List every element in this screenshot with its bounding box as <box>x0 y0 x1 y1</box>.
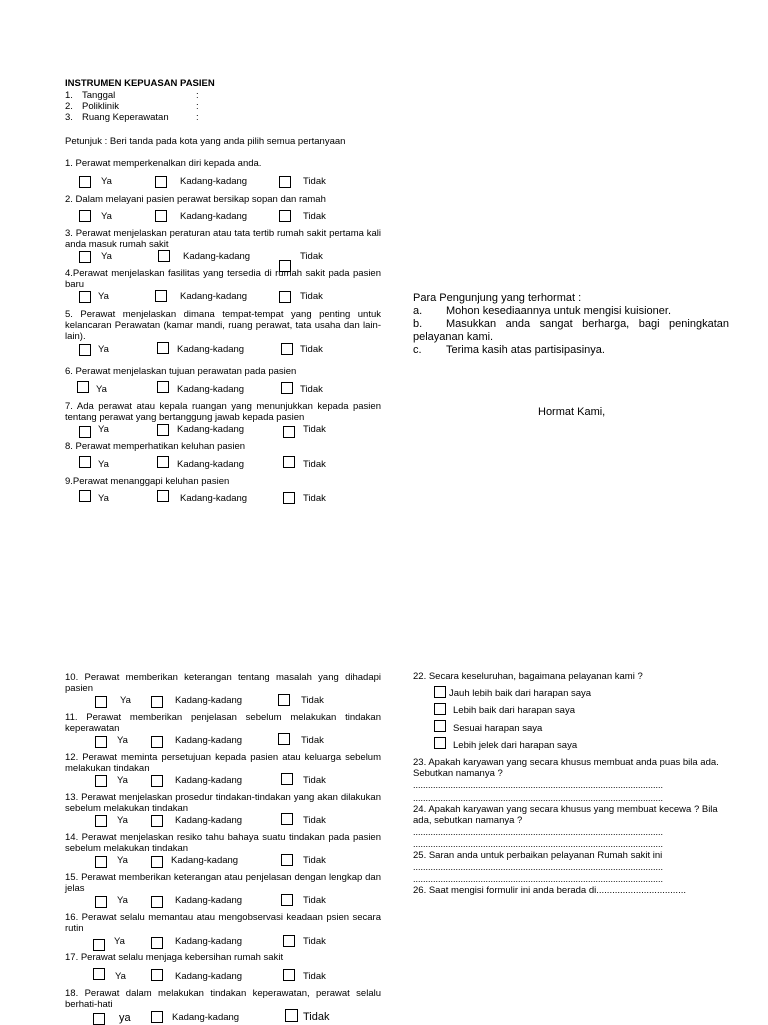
option-ya: Ya <box>98 493 109 504</box>
checkbox-q16-tidak[interactable] <box>283 935 295 947</box>
checkbox-q15-tidak[interactable] <box>281 894 293 906</box>
answer-line[interactable]: .................................................................................................... <box>413 862 664 872</box>
option-tidak: Tidak <box>303 211 326 222</box>
checkbox-q2-kadang[interactable] <box>155 210 167 222</box>
checkbox-q8-kadang[interactable] <box>157 456 169 468</box>
checkbox-q10-ya[interactable] <box>95 696 107 708</box>
question-4: 4.Perawat menjelaskan fasilitas yang tersedia di rumah sakit pada pasien baru <box>65 268 381 290</box>
letter-closing: Hormat Kami, <box>538 406 606 418</box>
option-tidak: Tidak <box>300 384 323 395</box>
option-tidak: Tidak <box>303 971 326 982</box>
option-kadang: Kadang-kadang <box>180 176 248 187</box>
checkbox-q13-tidak[interactable] <box>281 813 293 825</box>
option-tidak: Tidak <box>303 493 326 504</box>
checkbox-q16-ya[interactable] <box>93 939 105 951</box>
option-kadang: Kadang-kadang <box>171 855 239 866</box>
checkbox-q9-tidak[interactable] <box>283 492 295 504</box>
question-1: 1. Perawat memperkenalkan diri kepada anda. <box>65 158 262 169</box>
checkbox-q7-kadang[interactable] <box>157 424 169 436</box>
option-kadang: Kadang-kadang <box>175 895 243 906</box>
question-13: 13. Perawat menjelaskan prosedur tindakan-tindakan yang akan dilakukan sebelum melakukan tindakan <box>65 792 381 814</box>
checkbox-q5-tidak[interactable] <box>281 343 293 355</box>
question-7: 7. Ada perawat atau kepala ruangan yang menunjukkan kepada pasien tentang perawat yang bertanggung jawab kepada pasien <box>65 401 381 423</box>
checkbox-q7-tidak[interactable] <box>283 426 295 438</box>
option-ya: Ya <box>98 291 109 302</box>
checkbox-q14-tidak[interactable] <box>281 854 293 866</box>
question-25: 25. Saran anda untuk perbaikan pelayanan Rumah sakit ini <box>413 850 663 861</box>
checkbox-q6-ya[interactable] <box>77 381 89 393</box>
option-tidak: Tidak <box>301 735 324 746</box>
option-kadang: Kadang-kadang <box>180 291 248 302</box>
option-kadang: Kadang-kadang <box>175 775 243 786</box>
checkbox-q12-kadang[interactable] <box>151 775 163 787</box>
field-num-poliklinik: 2. <box>65 101 73 112</box>
option-ya: Ya <box>117 815 128 826</box>
checkbox-q5-kadang[interactable] <box>157 342 169 354</box>
option-kadang: Kadang-kadang <box>175 735 243 746</box>
field-colon-poliklinik: : <box>196 101 199 112</box>
option-ya: Ya <box>96 384 107 395</box>
question-6: 6. Perawat menjelaskan tujuan perawatan pada pasien <box>65 366 297 377</box>
checkbox-q10-tidak[interactable] <box>278 694 290 706</box>
checkbox-q8-tidak[interactable] <box>283 456 295 468</box>
question-24: 24. Apakah karyawan yang secara khusus yang membuat kecewa ? Bila ada, sebutkan namanya ? <box>413 804 718 826</box>
option-tidak: Tidak <box>300 251 323 262</box>
option-ya: Ya <box>98 344 109 355</box>
checkbox-q4-ya[interactable] <box>79 291 91 303</box>
checkbox-q4-tidak[interactable] <box>279 291 291 303</box>
option-kadang: Kadang-kadang <box>175 936 243 947</box>
checkbox-q8-ya[interactable] <box>79 456 91 468</box>
option-kadang: Kadang-kadang <box>183 251 251 262</box>
question-16: 16. Perawat selalu memantau atau mengobservasi keadaan psien secara rutin <box>65 912 381 934</box>
option-ya: Ya <box>101 251 112 262</box>
checkbox-q3-ya[interactable] <box>79 251 91 263</box>
answer-line[interactable]: .................................................................................................... <box>413 780 664 790</box>
option-tidak: Tidak <box>303 895 326 906</box>
checkbox-q1-tidak[interactable] <box>279 176 291 188</box>
question-11: 11. Perawat memberikan penjelasan sebelum melakukan tindakan keperawatan <box>65 712 381 734</box>
option-kadang: Kadang-kadang <box>172 1012 240 1023</box>
checkbox-q9-kadang[interactable] <box>157 490 169 502</box>
option-kadang: Kadang-kadang <box>177 344 245 355</box>
form-title: INSTRUMEN KEPUASAN PASIEN <box>65 78 215 89</box>
option-tidak: Tidak <box>303 424 326 435</box>
option-ya: Ya <box>115 971 126 982</box>
checkbox-q17-ya[interactable] <box>93 968 105 980</box>
checkbox-q17-kadang[interactable] <box>151 969 163 981</box>
letter-item-c: Terima kasih atas partisipasinya. <box>446 344 605 356</box>
option-tidak: Tidak <box>303 176 326 187</box>
option-tidak: Tidak <box>300 291 323 302</box>
checkbox-q12-tidak[interactable] <box>281 773 293 785</box>
checkbox-q22-4[interactable] <box>434 737 446 749</box>
question-9: 9.Perawat menanggapi keluhan pasien <box>65 476 230 487</box>
option-ya: Ya <box>117 775 128 786</box>
option-tidak: Tidak <box>303 775 326 786</box>
checkbox-q22-2[interactable] <box>434 703 446 715</box>
q22-choice-1: Jauh lebih baik dari harapan saya <box>449 688 592 699</box>
question-17: 17. Perawat selalu menjaga kebersihan rumah sakit <box>65 952 284 963</box>
checkbox-q18-ya[interactable] <box>93 1013 105 1025</box>
field-num-tanggal: 1. <box>65 90 73 101</box>
option-tidak: Tidak <box>300 344 323 355</box>
option-kadang: Kadang-kadang <box>180 211 248 222</box>
option-kadang: Kadang-kadang <box>177 384 245 395</box>
question-5: 5. Perawat menjelaskan dimana tempat-tempat yang penting untuk kelancaran Perawatan (kamar mandi, ruang perawat, tata usaha dan lain-lain). <box>65 309 381 342</box>
letter-greeting: Para Pengunjung yang terhormat : <box>413 292 582 304</box>
checkbox-q2-tidak[interactable] <box>279 210 291 222</box>
checkbox-q5-ya[interactable] <box>79 344 91 356</box>
field-label-tanggal: Tanggal <box>82 90 116 101</box>
option-ya: Ya <box>117 855 128 866</box>
checkbox-q13-ya[interactable] <box>95 815 107 827</box>
checkbox-q11-tidak[interactable] <box>278 733 290 745</box>
checkbox-q16-kadang[interactable] <box>151 937 163 949</box>
option-ya: Ya <box>120 695 131 706</box>
option-tidak: Tidak <box>301 695 324 706</box>
checkbox-q15-ya[interactable] <box>95 896 107 908</box>
checkbox-q14-kadang[interactable] <box>151 856 163 868</box>
option-kadang: Kadang-kadang <box>175 695 243 706</box>
letter-item-b-letter: b. <box>413 318 423 330</box>
checkbox-q6-kadang[interactable] <box>157 381 169 393</box>
checkbox-q14-ya[interactable] <box>95 856 107 868</box>
question-26: 26. Saat mengisi formulir ini anda berada di.................................. <box>413 885 686 896</box>
checkbox-q22-3[interactable] <box>434 720 446 732</box>
option-ya: Ya <box>101 211 112 222</box>
checkbox-q6-tidak[interactable] <box>281 382 293 394</box>
checkbox-q7-ya[interactable] <box>79 426 91 438</box>
answer-line[interactable]: .................................................................................................... <box>413 827 664 837</box>
field-colon-ruang: : <box>196 112 199 123</box>
question-3: 3. Perawat menjelaskan peraturan atau tata tertib rumah sakit pertama kali anda masuk rumah sakit <box>65 228 381 250</box>
field-num-ruang: 3. <box>65 112 73 123</box>
question-10: 10. Perawat memberikan keterangan tentang masalah yang dihadapi pasien <box>65 672 381 694</box>
option-ya: Ya <box>117 895 128 906</box>
option-kadang: Kadang-kadang <box>175 971 243 982</box>
question-23: 23. Apakah karyawan yang secara khusus membuat anda puas bila ada. Sebutkan namanya ? <box>413 757 719 779</box>
option-ya: Ya <box>117 735 128 746</box>
option-ya: Ya <box>101 176 112 187</box>
letter-item-a-letter: a. <box>413 305 423 317</box>
question-12: 12. Perawat meminta persetujuan kepada pasien atau keluarga sebelum melakukan tindakan <box>65 752 381 774</box>
instruction: Petunjuk : Beri tanda pada kota yang anda pilih semua pertanyaan <box>65 136 346 147</box>
checkbox-q11-kadang[interactable] <box>151 736 163 748</box>
checkbox-q18-kadang[interactable] <box>151 1011 163 1023</box>
checkbox-q15-kadang[interactable] <box>151 896 163 908</box>
checkbox-q18-tidak[interactable] <box>285 1009 298 1022</box>
option-ya: Ya <box>114 936 125 947</box>
checkbox-q4-kadang[interactable] <box>155 290 167 302</box>
checkbox-q11-ya[interactable] <box>95 736 107 748</box>
checkbox-q13-kadang[interactable] <box>151 815 163 827</box>
checkbox-q22-1[interactable] <box>434 686 446 698</box>
field-label-ruang: Ruang Keperawatan <box>82 112 169 123</box>
option-kadang: Kadang-kadang <box>175 815 243 826</box>
q22-choice-4: Lebih jelek dari harapan saya <box>453 740 578 751</box>
option-tidak: Tidak <box>303 1011 330 1023</box>
question-22: 22. Secara keseluruhan, bagaimana pelayanan kami ? <box>413 671 643 682</box>
answer-line[interactable]: .................................................................................................... <box>413 793 664 803</box>
checkbox-q1-kadang[interactable] <box>155 176 167 188</box>
question-8: 8. Perawat memperhatikan keluhan pasien <box>65 441 246 452</box>
checkbox-q10-kadang[interactable] <box>151 696 163 708</box>
checkbox-q1-ya[interactable] <box>79 176 91 188</box>
option-ya: ya <box>119 1012 131 1024</box>
question-15: 15. Perawat memberikan keterangan atau penjelasan dengan lengkap dan jelas <box>65 872 381 894</box>
checkbox-q17-tidak[interactable] <box>283 969 295 981</box>
question-18: 18. Perawat dalam melakukan tindakan keperawatan, perawat selalu berhati-hati <box>65 988 381 1010</box>
option-kadang: Kadang-kadang <box>180 493 248 504</box>
q22-choice-2: Lebih baik dari harapan saya <box>453 705 576 716</box>
checkbox-q12-ya[interactable] <box>95 775 107 787</box>
option-tidak: Tidak <box>303 459 326 470</box>
option-tidak: Tidak <box>303 855 326 866</box>
answer-line[interactable]: .................................................................................................... <box>413 874 664 884</box>
option-kadang: Kadang-kadang <box>177 424 245 435</box>
letter-item-b: Masukkan anda sangat berharga, bagi peningkatan pelayanan kami. <box>413 318 729 343</box>
letter-item-a: Mohon kesediaannya untuk mengisi kuisioner. <box>446 305 672 317</box>
checkbox-q2-ya[interactable] <box>79 210 91 222</box>
checkbox-q3-kadang[interactable] <box>158 250 170 262</box>
field-label-poliklinik: Poliklinik <box>82 101 119 112</box>
option-tidak: Tidak <box>303 815 326 826</box>
letter-item-c-letter: c. <box>413 344 422 356</box>
option-kadang: Kadang-kadang <box>177 459 245 470</box>
field-colon-tanggal: : <box>196 90 199 101</box>
question-14: 14. Perawat menjelaskan resiko tahu bahaya suatu tindakan pada pasien sebelum melakukan tindakan <box>65 832 381 854</box>
question-2: 2. Dalam melayani pasien perawat bersikap sopan dan ramah <box>65 194 326 205</box>
checkbox-q9-ya[interactable] <box>79 490 91 502</box>
option-ya: Ya <box>98 459 109 470</box>
option-tidak: Tidak <box>303 936 326 947</box>
answer-line[interactable]: .................................................................................................... <box>413 839 664 849</box>
q22-choice-3: Sesuai harapan saya <box>453 723 543 734</box>
option-ya: Ya <box>98 424 109 435</box>
